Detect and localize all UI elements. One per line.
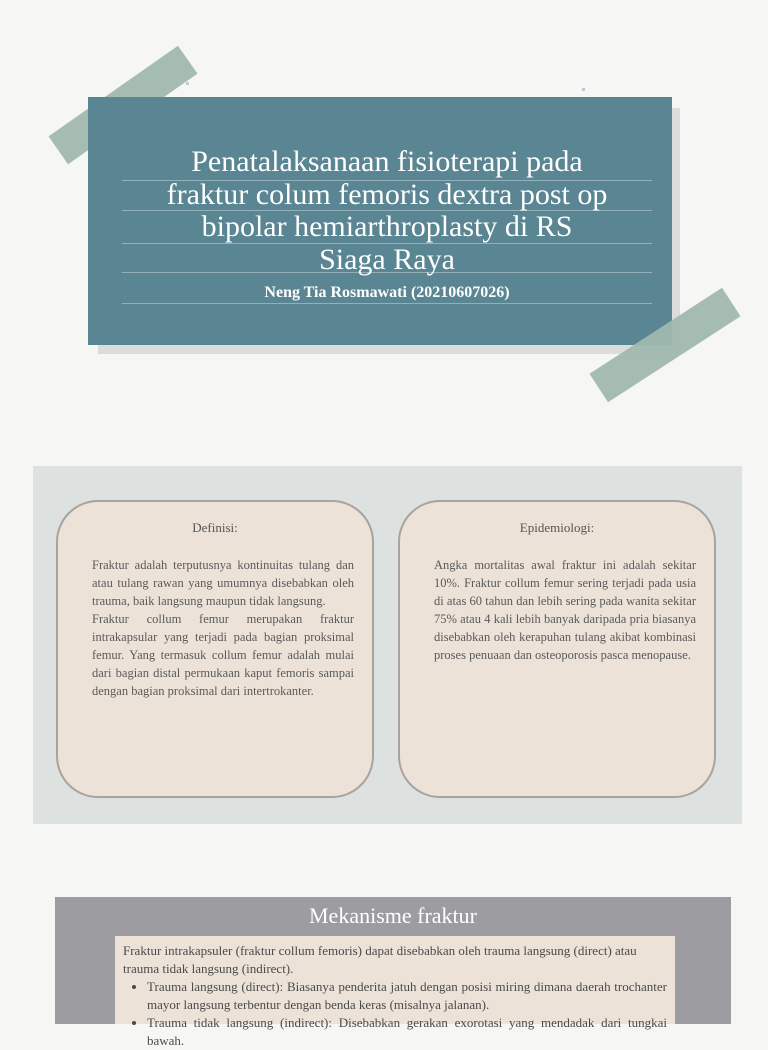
page-title (122, 146, 652, 276)
author-line: Neng Tia Rosmawati (20210607026) (264, 284, 510, 301)
mechanism-list (123, 978, 667, 1050)
list-item: • Trauma langsung (direct): Biasanya penderita jatuh dengan posisi miring dimana daerah trochanter mayor langsung terbentur dengan benda keras (misalnya jalanan). (147, 978, 667, 1014)
speck-decoration (186, 82, 189, 85)
epidemiologi-paragraph: Angka mortalitas awal fraktur ini adalah sekitar 10%. Fraktur collum femur sering terjadi pada usia di atas 60 tahun dan lebih sering pada wanita sekitar 75% atau 4 kali lebih banyak daripada pria biasanya disebabkan oleh kerapuhan tulang akibat kombinasi proses penuaan dan osteoporosis pasca menopause. (434, 558, 696, 662)
mechanism-body (115, 936, 675, 1048)
definisi-paragraph: Fraktur collum femur merupakan fraktur intrakapsular yang terjadi pada bagian proksimal femur. Yang termasuk collum femur adalah mulai dari bagian distal permukaan kaput femoris sampai dengan bagian proksimal dari intertrokanter. (92, 612, 354, 698)
definisi-paragraph: Fraktur adalah terputusnya kontinuitas tulang dan atau tulang rawan yang umumnya disebabkan oleh trauma, baik langsung maupun tidak langsung. (92, 558, 354, 608)
epidemiologi-heading: Epidemiologi: (519, 520, 595, 535)
definisi-card (56, 500, 374, 798)
epidemiologi-body (434, 556, 696, 664)
mechanism-intro: Fraktur intrakapsuler (fraktur collum femoris) dapat disebabkan oleh trauma langsung (direct) atau trauma tidak langsung (indirect). (123, 943, 637, 976)
definisi-heading: Definisi: (192, 520, 238, 535)
title-line: Siaga Raya (319, 242, 455, 276)
mechanism-title: Mekanisme fraktur (309, 903, 477, 928)
title-line: bipolar hemiarthroplasty di RS (201, 210, 573, 243)
title-rule (122, 303, 652, 304)
title-line: fraktur colum femoris dextra post op (166, 177, 608, 211)
epidemiologi-card (398, 500, 716, 798)
speck-decoration (582, 88, 585, 91)
title-line: Penatalaksanaan fisioterapi pada (191, 145, 583, 178)
list-item: • Trauma tidak langsung (indirect): Disebabkan gerakan exorotasi yang mendadak dari tungkai bawah. (147, 1014, 667, 1050)
definisi-body (92, 556, 354, 700)
